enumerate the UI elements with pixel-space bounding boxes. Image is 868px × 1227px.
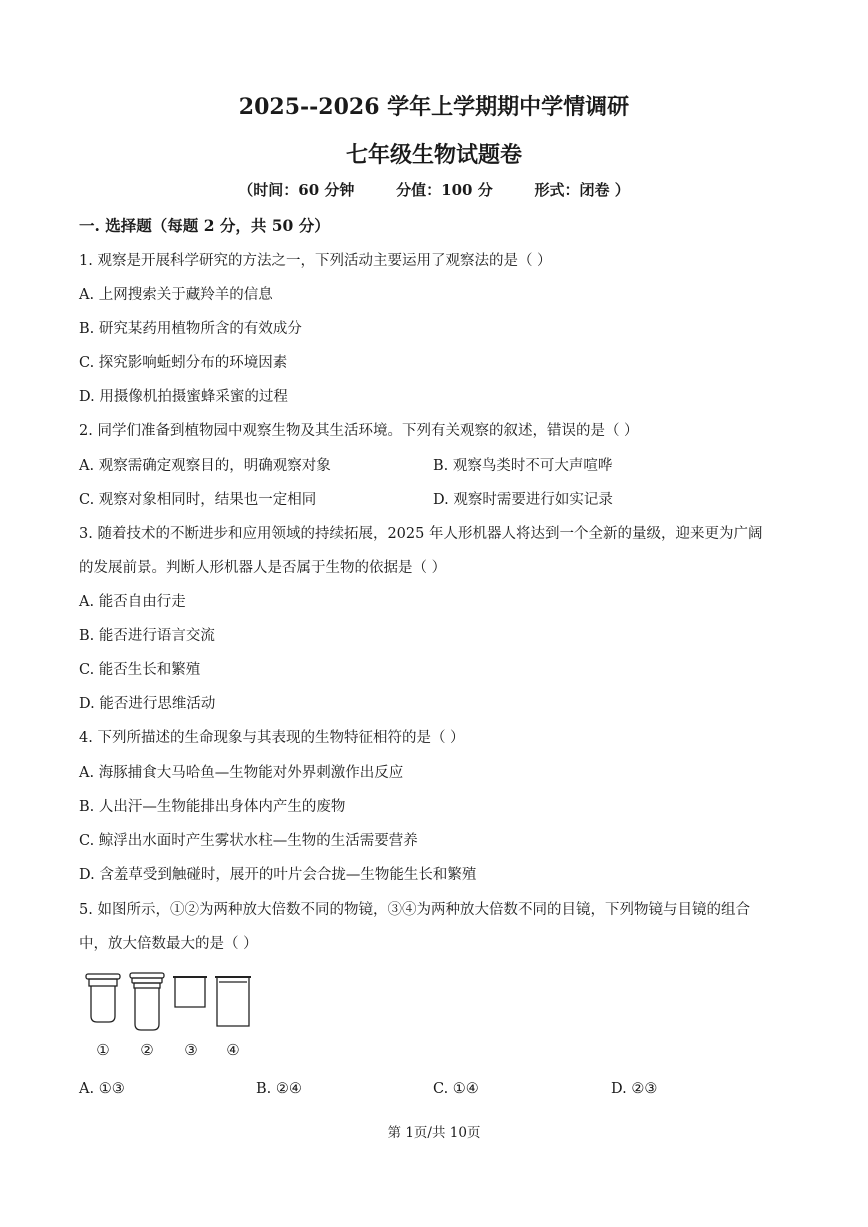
question-4-option-c: C. 鲸浮出水面时产生雾状水柱—生物的生活需要营养 xyxy=(79,833,418,849)
question-2-stem: 2. 同学们准备到植物园中观察生物及其生活环境。下列有关观察的叙述，错误的是（ ） xyxy=(79,423,639,439)
question-1-stem: 1. 观察是开展科学研究的方法之一，下列活动主要运用了观察法的是（ ） xyxy=(79,253,552,269)
question-5-option-b: B. ②④ xyxy=(256,1081,302,1097)
question-2-option-d: D. 观察时需要进行如实记录 xyxy=(433,492,613,508)
question-3-stem-line1: 3. 随着技术的不断进步和应用领域的持续拓展，2025 年人形机器人将达到一个全新的量级，迎来更为广阔 xyxy=(79,526,763,542)
question-3-option-c: C. 能否生长和繁殖 xyxy=(79,662,201,678)
question-2-option-c: C. 观察对象相同时，结果也一定相同 xyxy=(79,492,317,508)
exam-subtitle: 七年级生物试题卷 xyxy=(345,142,522,168)
question-1-option-a: A. 上网搜索关于藏羚羊的信息 xyxy=(79,287,273,303)
figure-label-2: ② xyxy=(140,1041,154,1059)
question-5-option-d: D. ②③ xyxy=(611,1081,658,1097)
question-2-option-a: A. 观察需确定观察目的，明确观察对象 xyxy=(79,458,331,474)
objective-lens-2 xyxy=(130,973,164,1030)
figure-label-1: ① xyxy=(96,1041,110,1059)
question-3-stem-line2: 的发展前景。判断人形机器人是否属于生物的依据是（ ） xyxy=(79,560,447,576)
question-1-option-d: D. 用摄像机拍摄蜜蜂采蜜的过程 xyxy=(79,389,288,405)
question-4-option-a: A. 海豚捕食大马哈鱼—生物能对外界刺激作出反应 xyxy=(79,765,404,781)
question-4-option-d: D. 含羞草受到触碰时，展开的叶片会合拢—生物能生长和繁殖 xyxy=(79,867,477,883)
question-3-option-a: A. 能否自由行走 xyxy=(79,594,186,610)
section-heading: 一. 选择题（每题 2 分，共 50 分） xyxy=(79,216,330,235)
question-5-option-a: A. ①③ xyxy=(79,1081,125,1097)
question-3-option-b: B. 能否进行语言交流 xyxy=(79,628,215,644)
page-number: 第 1页/共 10页 xyxy=(387,1125,481,1141)
question-5-option-c: C. ①④ xyxy=(433,1081,479,1097)
exam-info: （时间：60 分钟 分值：100 分 形式：闭卷 ） xyxy=(238,181,630,199)
question-2-option-b: B. 观察鸟类时不可大声喧哗 xyxy=(433,458,613,474)
lens-diagram xyxy=(79,968,259,1060)
question-5-stem-line1: 5. 如图所示，①②为两种放大倍数不同的物镜，③④为两种放大倍数不同的目镜，下列物镜与目镜的组合 xyxy=(79,902,750,918)
lens-figure xyxy=(79,968,259,1060)
question-4-option-b: B. 人出汗—生物能排出身体内产生的废物 xyxy=(79,799,346,815)
question-3-option-d: D. 能否进行思维活动 xyxy=(79,696,216,712)
question-4-stem: 4. 下列所描述的生命现象与其表现的生物特征相符的是（ ） xyxy=(79,730,465,746)
eyepiece-lens-3 xyxy=(173,977,207,1007)
figure-label-3: ③ xyxy=(184,1041,198,1059)
question-1-option-c: C. 探究影响蚯蚓分布的环境因素 xyxy=(79,355,288,371)
question-5-stem-line2: 中，放大倍数最大的是（ ） xyxy=(79,936,258,952)
objective-lens-1 xyxy=(86,974,120,1022)
figure-label-4: ④ xyxy=(226,1041,240,1059)
eyepiece-lens-4 xyxy=(215,977,251,1026)
question-1-option-b: B. 研究某药用植物所含的有效成分 xyxy=(79,321,302,337)
exam-title: 2025--2026 学年上学期期中学情调研 xyxy=(238,94,630,120)
